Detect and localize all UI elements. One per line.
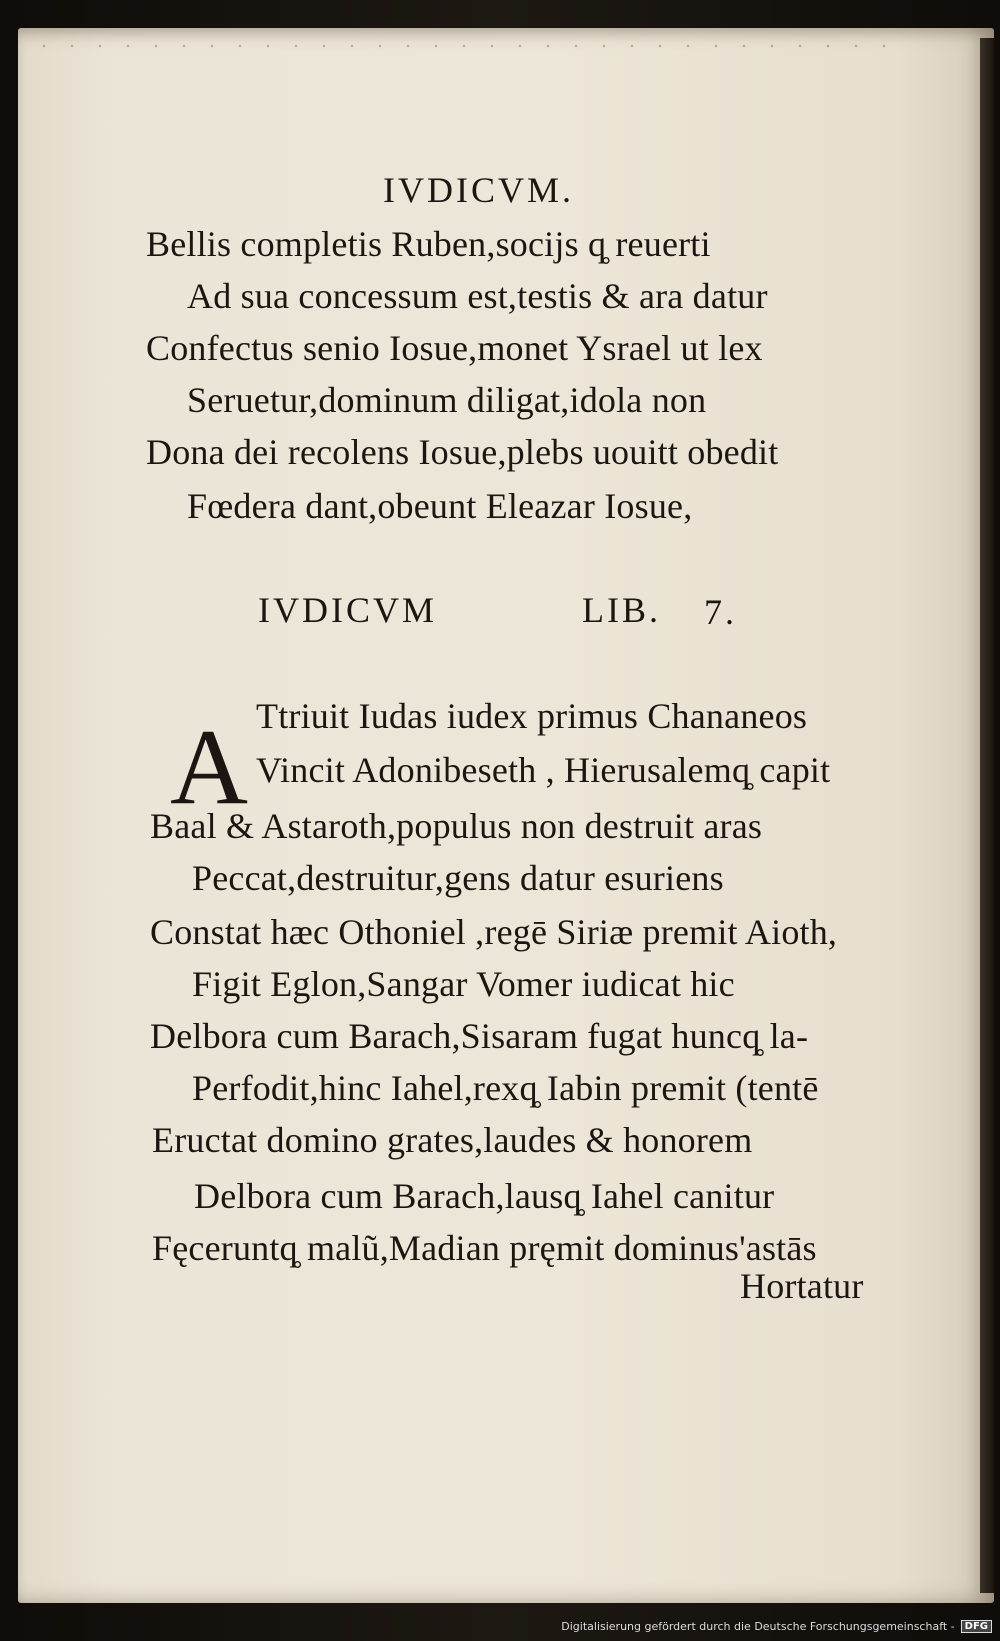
- verse-line: Eructat domino grates,laudes & honorem: [152, 1120, 753, 1160]
- book-label: LIB.: [582, 590, 661, 630]
- credit-text: Digitalisierung gefördert durch die Deutsche Forschungsgemeinschaft -: [561, 1619, 955, 1633]
- verse-line: Peccat,destruitur,gens datur esuriens: [192, 858, 724, 898]
- verse-line: Dona dei recolens Iosue,plebs uouitt obedit: [146, 432, 779, 472]
- digitization-credit: [561, 1615, 992, 1637]
- verse-line: Confectus senio Iosue,monet Ysrael ut lex: [146, 328, 763, 368]
- verse-line: Figit Eglon,Sangar Vomer iudicat hic: [192, 964, 735, 1004]
- verse-line: Perfodit,hinc Iahel,rexq̥ Iabin premit (tentē: [192, 1068, 819, 1108]
- verse-line: Bellis completis Ruben,socijs q̥ reuerti: [146, 224, 711, 264]
- verse-line: Fœdera dant,obeunt Eleazar Iosue,: [187, 486, 693, 526]
- verse-line: Constat hæc Othoniel ,regē Siriæ premit Aioth,: [150, 912, 838, 952]
- verse-line: Seruetur,dominum diligat,idola non: [187, 380, 707, 420]
- dfg-logo-icon: DFG: [961, 1620, 992, 1633]
- verse-line: Baal & Astaroth,populus non destruit aras: [150, 806, 763, 846]
- verse-line: Vincit Adonibeseth , Hierusalemq̥ capit: [256, 750, 831, 790]
- verse-line: Ad sua concessum est,testis & ara datur: [187, 276, 768, 316]
- book-number: 7.: [704, 592, 737, 632]
- verse-line: Ttriuit Iudas iudex primus Chananeos: [256, 696, 808, 736]
- running-header: IVDICVM.: [383, 170, 574, 210]
- section-title: IVDICVM: [258, 590, 437, 630]
- verse-line: Fęceruntq̥ malũ,Madian pręmit dominus'astās: [152, 1228, 817, 1268]
- verse-line: Delbora cum Barach,lausq̥ Iahel canitur: [194, 1176, 775, 1216]
- catchword: Hortatur: [740, 1266, 864, 1306]
- drop-cap-initial: A: [170, 708, 248, 827]
- verse-line: Delbora cum Barach,Sisaram fugat huncq̥ la-: [150, 1016, 809, 1056]
